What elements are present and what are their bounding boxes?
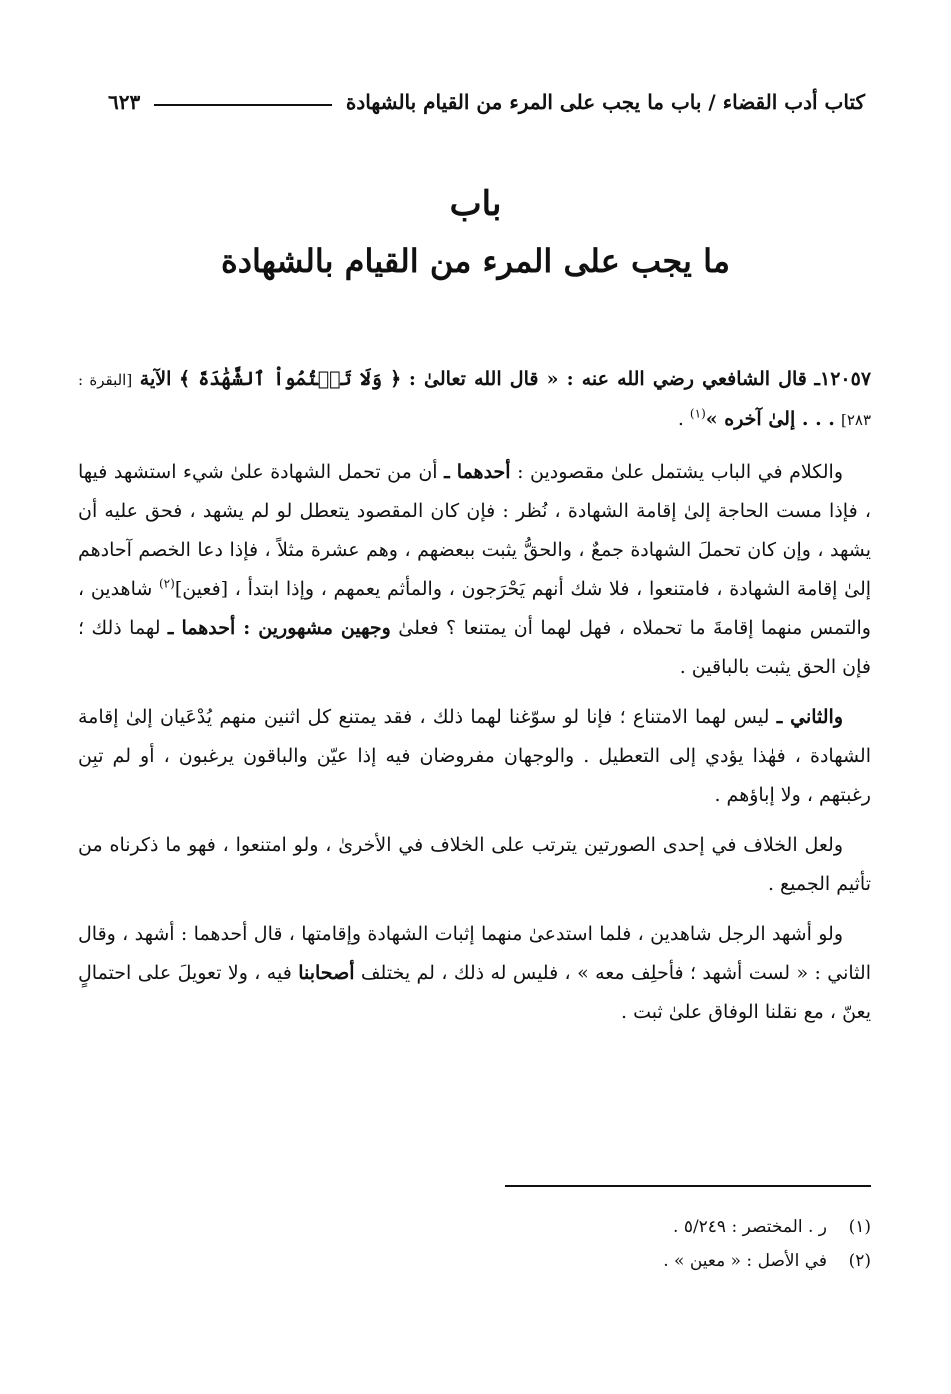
paragraph-end: . xyxy=(677,408,684,430)
footnote-item xyxy=(400,1210,871,1244)
paragraph-text: لهما ذلك ؛ فإن الحق يثبت بالباقين . xyxy=(78,617,871,678)
bold-term: وجهين مشهورين : أحدهما ـ xyxy=(167,617,391,639)
paragraph-text: فيه ، ولا تعويلَ على احتمالٍ يعنّ ، مع نقلنا الوفاق علىٰ ثبت . xyxy=(78,962,871,1023)
header-title: كتاب أدب القضاء / باب ما يجب على المرء من القيام بالشهادة xyxy=(345,90,865,114)
aya-label: الآية xyxy=(139,368,172,390)
chapter-title: ما يجب على المرء من القيام بالشهادة xyxy=(221,242,730,280)
paragraph-text: شاهدين ، والتمس منهما إقامةَ ما تحملاه ، فهل لهما أن يمتنعا ؟ فعلىٰ xyxy=(78,578,871,639)
paragraph-text: ليس لهما الامتناع ؛ فإنا لو سوّغنا لهما ذلك ، فقد يمتنع كل اثنين منهم يُدْعَيان إلىٰ إقامة الشهادة ، فهٰذا يؤدي إلى التعطيل . والوجهان مفروضان فيه إذا عيّن والباقون يرغبون ، أو لم تبِن رغبتهم ، ولا إباؤهم . xyxy=(78,706,871,806)
paragraph-text: أن من تحمل الشهادة علىٰ شيء استشهد فيها ، فإذا مست الحاجة إلىٰ إقامة الشهادة ، نُظر : فإن كان المقصود يتعطل لو لم يشهد ، فحق عليه أن يشهد ، وإن كان تحملَ الشهادة جمعٌ ، والحقُّ يثبت ببعضهم ، وهم عشرة مثلاً ، فإذا دعا الخصم آحادهم إلىٰ إقامة الشهادة ، فامتنعوا ، فلا شك أنهم يَحْرَجون ، والمأثم يعمهم ، وإذا ابتدأ ، [فعين] xyxy=(78,461,872,600)
paragraph-number: ١٢٠٥٧ـ xyxy=(814,368,872,390)
header-rule xyxy=(154,104,332,106)
paragraph-4 xyxy=(78,826,871,904)
footnote-text: في الأصل : « معين » . xyxy=(663,1251,827,1271)
footnote-number: (١) xyxy=(848,1217,871,1237)
paragraph-text: ولعل الخلاف في إحدى الصورتين يترتب على الخلاف في الأخرىٰ ، ولو امتنعوا ، فهو ما ذكرناه من تأثيم الجميع . xyxy=(78,834,871,895)
running-header xyxy=(108,82,865,122)
bold-term: والثاني ـ xyxy=(776,706,843,728)
bold-term: أصحابنا xyxy=(298,962,355,984)
quote-lead: قال الشافعي رضي الله عنه : « قال الله تعالىٰ : xyxy=(408,368,807,390)
footnote-marker-2: (٢) xyxy=(158,576,175,591)
footnote-text: ر . المختصر : ٥/٢٤٩ . xyxy=(673,1217,827,1237)
page-number: ٦٢٣ xyxy=(108,90,141,114)
quran-verse: ﴿ وَلَا تَكۡتُمُواْ ٱلشَّهَٰدَةَ ﴾ xyxy=(178,368,402,390)
paragraph-2 xyxy=(78,453,871,687)
footnote-divider xyxy=(505,1185,871,1187)
footnotes xyxy=(400,1210,871,1278)
chapter-heading xyxy=(80,178,871,292)
paragraph-1 xyxy=(78,360,871,440)
body-text xyxy=(78,360,871,1043)
paragraph-5 xyxy=(78,915,871,1032)
verse-reference: [البقرة : ٢٨٣] xyxy=(78,371,871,429)
footnote-item xyxy=(400,1244,871,1278)
footnote-number: (٢) xyxy=(848,1251,871,1271)
paragraph-3 xyxy=(78,698,871,815)
footnote-marker-1: (١) xyxy=(689,406,706,421)
chapter-label: باب xyxy=(449,184,502,224)
paragraph-text: والكلام في الباب يشتمل علىٰ مقصودين : xyxy=(517,461,843,483)
quote-tail: . . . إلىٰ آخره » xyxy=(705,408,835,430)
paragraph-text: ولو أشهد الرجل شاهدين ، فلما استدعىٰ منهما إثبات الشهادة وإقامتها ، قال أحدهما : أشهد ، وقال الثاني : « لست أشهد ؛ فأحلِف معه » ، فليس له ذلك ، لم يختلف xyxy=(78,923,871,984)
bold-term: أحدهما ـ xyxy=(444,461,511,483)
